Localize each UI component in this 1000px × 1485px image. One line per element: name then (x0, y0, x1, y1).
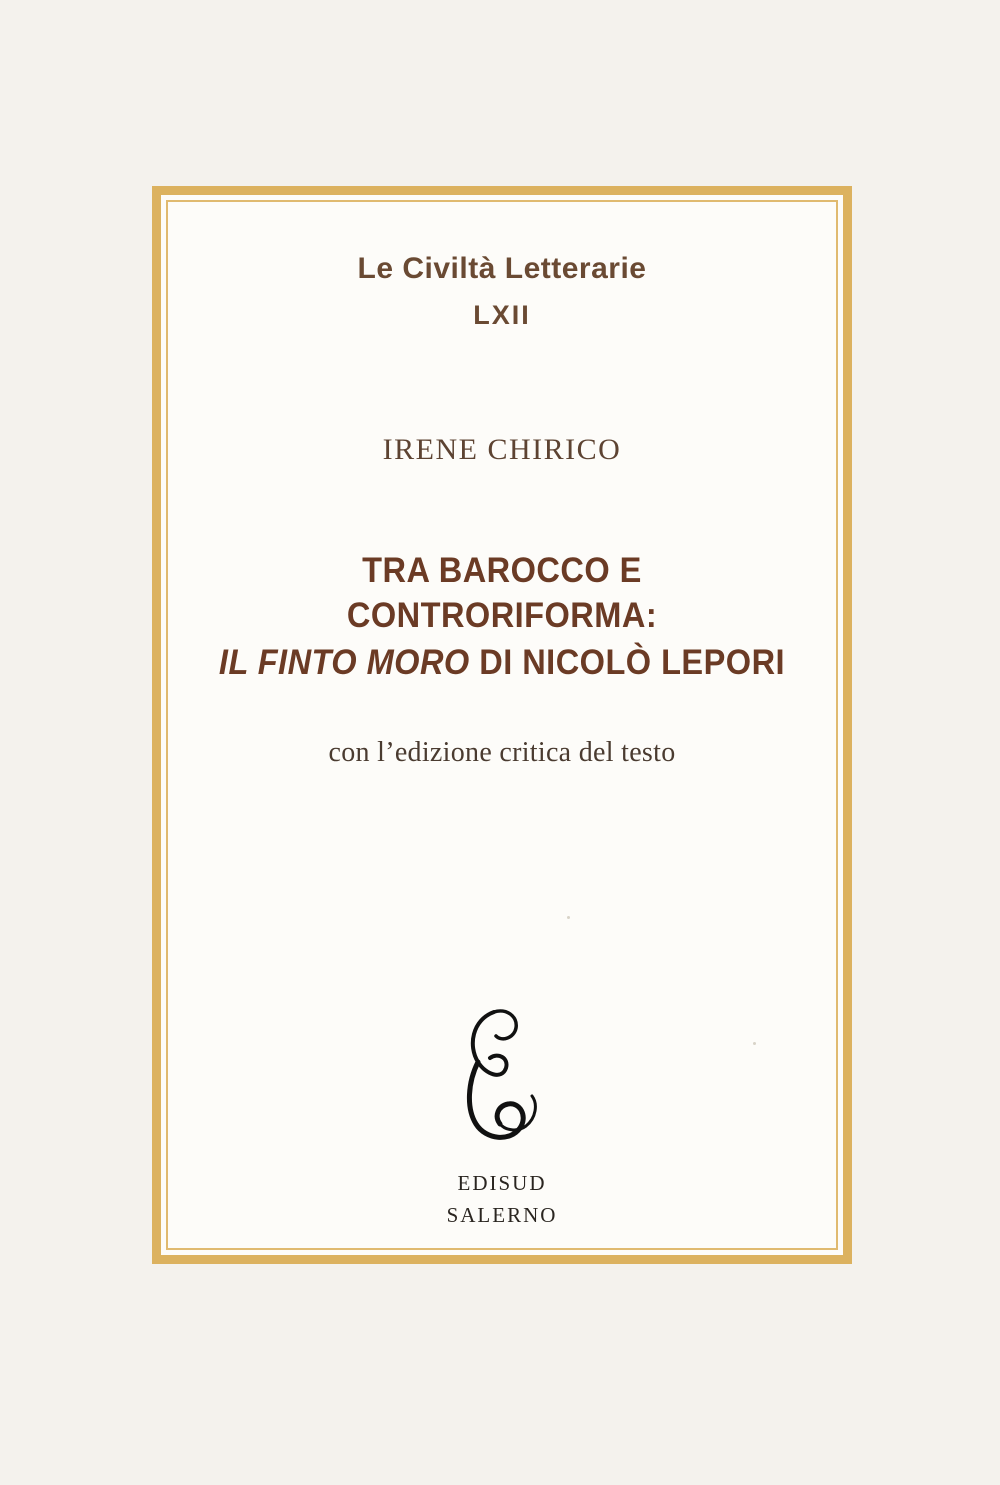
publisher-name: EDISUD (457, 1171, 547, 1195)
publisher-block (152, 1171, 852, 1228)
publisher-city: SALERNO (446, 1203, 558, 1227)
series-volume-number: LXII (473, 300, 531, 330)
paper-speck (753, 1042, 756, 1045)
publisher-logo-area (152, 1002, 852, 1152)
title-work-italic: IL FINTO MORO (218, 642, 470, 682)
paper-speck (567, 916, 570, 919)
series-name: Le Civiltà Letterarie (357, 252, 647, 285)
book-cover (152, 186, 852, 1264)
publisher-flourish-logo (432, 1002, 572, 1152)
title-line-2 (214, 641, 791, 686)
book-subtitle: con l’edizione critica del testo (328, 737, 676, 769)
title-line-1: TRA BAROCCO E CONTRORIFORMA: (346, 551, 658, 635)
book-title (192, 549, 812, 685)
author-name: IRENE CHIRICO (382, 433, 622, 466)
title-work-rest: DI NICOLÒ LEPORI (469, 642, 786, 682)
